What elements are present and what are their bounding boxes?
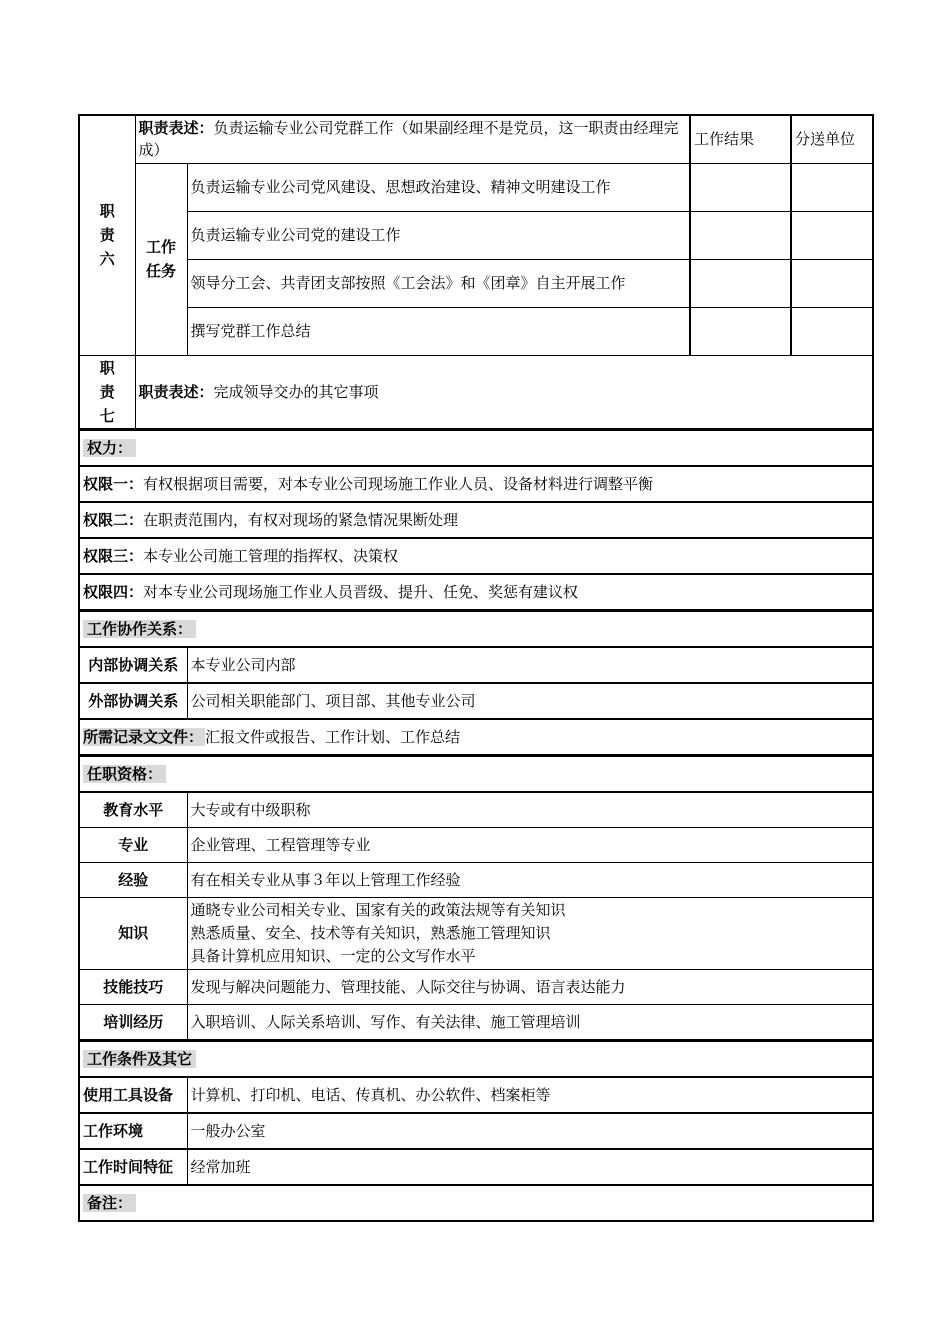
knowledge-line-3: 具备计算机应用知识、一定的公文写作水平 [190, 946, 476, 965]
experience-text: 有在相关专业从事３年以上管理工作经验 [187, 862, 873, 897]
internal-relations-label: 内部协调关系 [79, 647, 187, 683]
authority-item-2 [79, 502, 873, 538]
authority-item-3-label: 权限三： [83, 546, 144, 565]
duty7-label: 职 责 七 [79, 355, 135, 429]
conditions-title: 工作条件及其它 [83, 1050, 196, 1068]
duty7-description [135, 355, 873, 429]
authority-item-4 [79, 574, 873, 610]
major-text: 企业管理、工程管理等专业 [187, 827, 873, 862]
work-time-label: 工作时间特征 [79, 1149, 187, 1185]
duty6-task-3: 领导分工会、共青团支部按照《工会法》和《团章》自主开展工作 [187, 259, 690, 307]
authority-item-2-text: 在职责范围内，有权对现场的紧急情况果断处理 [143, 510, 459, 529]
training-label: 培训经历 [79, 1004, 187, 1040]
qualifications-title-cell [79, 756, 873, 792]
task-3-dest [791, 259, 873, 307]
environment-label: 工作环境 [79, 1113, 187, 1149]
authority-item-3-text: 本专业公司施工管理的指挥权、决策权 [143, 546, 399, 565]
duty7-desc-label: 职责表述： [138, 382, 214, 401]
authority-title-cell [79, 430, 873, 466]
authority-item-1 [79, 466, 873, 502]
knowledge-line-1: 通晓专业公司相关专业、国家有关的政策法规等有关知识 [190, 900, 566, 919]
relations-title: 工作协作关系： [83, 620, 196, 638]
qualifications-title: 任职资格： [83, 765, 166, 783]
records-label: 所需记录文文件： [83, 727, 204, 746]
environment-text: 一般办公室 [187, 1113, 873, 1149]
conditions-table [78, 1041, 874, 1222]
education-text: 大专或有中级职称 [187, 792, 873, 828]
tools-label: 使用工具设备 [79, 1077, 187, 1113]
remarks-title: 备注： [83, 1194, 136, 1212]
duty6-task-label: 工作 任务 [135, 163, 187, 355]
authority-item-1-text: 有权根据项目需要，对本专业公司现场施工作业人员、设备材料进行调整平衡 [143, 474, 654, 493]
duty6-desc-label: 职责表述： [138, 119, 214, 138]
skills-text: 发现与解决问题能力、管理技能、人际交往与协调、语言表达能力 [187, 969, 873, 1004]
internal-relations-text: 本专业公司内部 [187, 647, 873, 683]
relations-table [78, 611, 874, 756]
work-time-text: 经常加班 [187, 1149, 873, 1185]
task-4-result [690, 307, 791, 355]
authority-table [78, 430, 874, 611]
duty6-task-4: 撰写党群工作总结 [187, 307, 690, 355]
major-label: 专业 [79, 827, 187, 862]
task-2-dest [791, 211, 873, 259]
qualifications-table [78, 756, 874, 1041]
authority-title: 权力： [83, 439, 136, 457]
duty6-label: 职 责 六 [79, 115, 135, 355]
records-text: 汇报文件或报告、工作计划、工作总结 [205, 727, 461, 746]
knowledge-line-2: 熟悉质量、安全、技术等有关知识，熟悉施工管理知识 [190, 923, 551, 942]
task-1-result [690, 163, 791, 211]
skills-label: 技能技巧 [79, 969, 187, 1004]
task-2-result [690, 211, 791, 259]
task-4-dest [791, 307, 873, 355]
task-1-dest [791, 163, 873, 211]
job-description-page [78, 114, 872, 1222]
relations-title-cell [79, 611, 873, 647]
duty7-desc-text: 完成领导交办的其它事项 [213, 382, 379, 401]
duty6-description [135, 115, 690, 163]
authority-item-4-label: 权限四： [83, 582, 144, 601]
remarks-cell [79, 1185, 873, 1221]
knowledge-label: 知识 [79, 897, 187, 969]
duty6-task-1: 负责运输专业公司党风建设、思想政治建设、精神文明建设工作 [187, 163, 690, 211]
records-row [79, 719, 873, 755]
duty6-desc-text: 负责运输专业公司党群工作（如果副经理不是党员，这一职责由经理完成） [138, 119, 679, 160]
authority-item-2-label: 权限二： [83, 510, 144, 529]
duty-table [78, 114, 874, 430]
col-work-result: 工作结果 [690, 115, 791, 163]
conditions-title-cell [79, 1041, 873, 1077]
duty6-task-2: 负责运输专业公司党的建设工作 [187, 211, 690, 259]
knowledge-text [187, 897, 873, 969]
tools-text: 计算机、打印机、电话、传真机、办公软件、档案柜等 [187, 1077, 873, 1113]
col-distribution-unit: 分送单位 [791, 115, 873, 163]
external-relations-label: 外部协调关系 [79, 683, 187, 719]
authority-item-4-text: 对本专业公司现场施工作业人员晋级、提升、任免、奖惩有建议权 [143, 582, 579, 601]
authority-item-3 [79, 538, 873, 574]
external-relations-text: 公司相关职能部门、项目部、其他专业公司 [187, 683, 873, 719]
training-text: 入职培训、人际关系培训、写作、有关法律、施工管理培训 [187, 1004, 873, 1040]
experience-label: 经验 [79, 862, 187, 897]
task-3-result [690, 259, 791, 307]
authority-item-1-label: 权限一： [83, 474, 144, 493]
education-label: 教育水平 [79, 792, 187, 828]
